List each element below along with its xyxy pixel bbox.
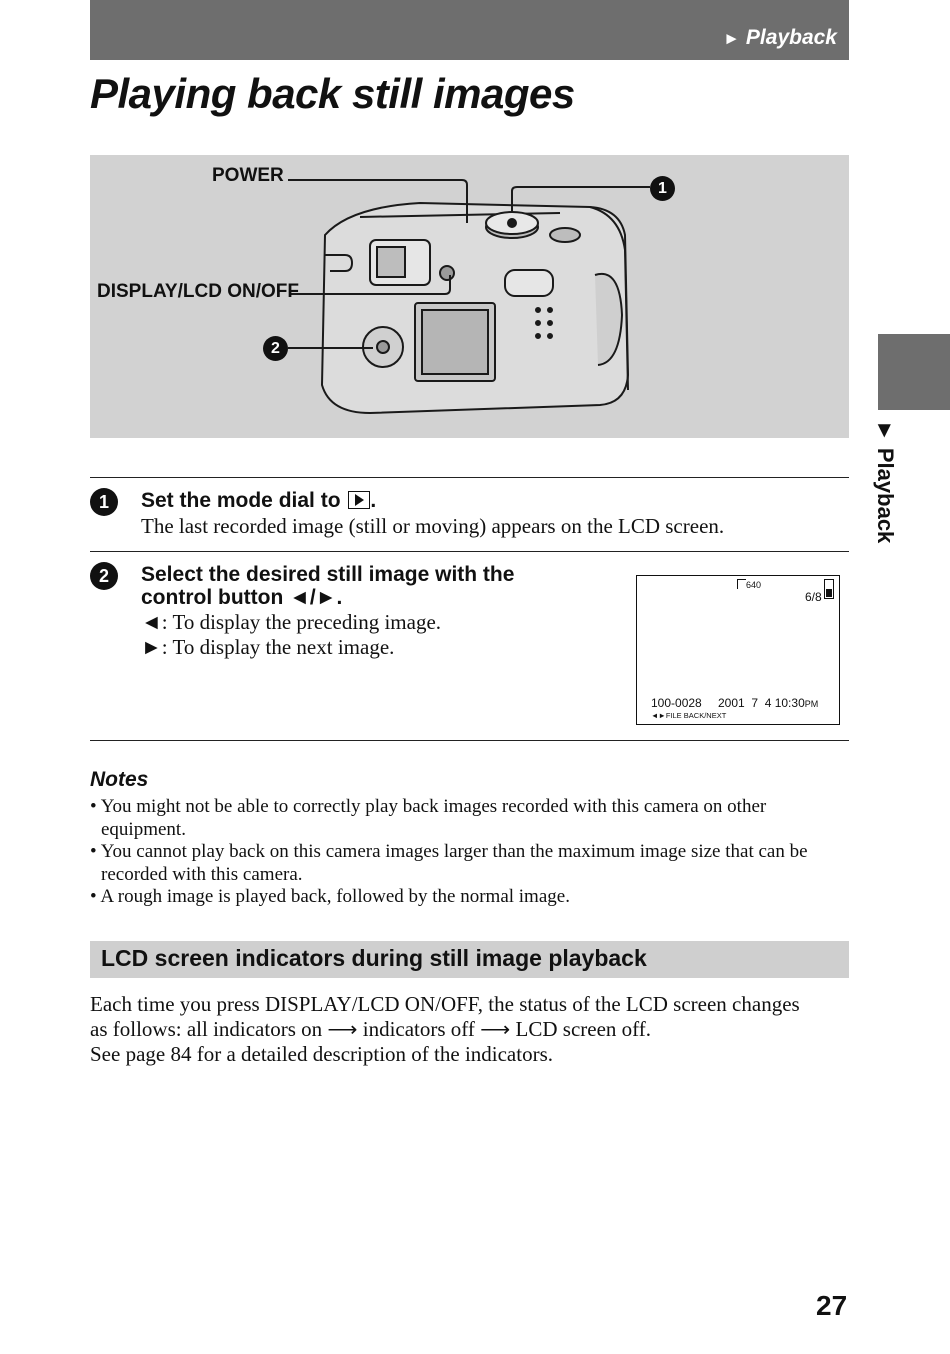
play-triangle-icon: ►: [723, 29, 740, 48]
section-paragraph: Each time you press DISPLAY/LCD ON/OFF, the status of the LCD screen changes as follows: all indicators on ⟶ indicators off ⟶ LCD screen off. See page 84 for a detailed description of the indicators.: [90, 992, 800, 1066]
file-nav-hint: ◄►FILE BACK/NEXT: [651, 711, 727, 720]
image-size-indicator: 640: [737, 579, 761, 590]
side-tab-block: [878, 334, 950, 410]
notes-title: Notes: [90, 768, 149, 791]
notes-list: [90, 796, 850, 909]
battery-icon: [824, 579, 834, 599]
note-item: • You might not be able to correctly play back images recorded with this camera on other equipment.: [90, 796, 767, 840]
image-count: 6/8: [805, 590, 822, 604]
step-2-heading: Select the desired still image with the control button ◄/►.: [141, 563, 515, 609]
page-title: Playing back still images: [90, 70, 575, 117]
divider: [90, 740, 849, 741]
note-item: • A rough image is played back, followed by the normal image.: [90, 886, 570, 907]
step-2-body: [141, 610, 441, 660]
step-2-badge: 2: [90, 562, 118, 590]
step-1-body: The last recorded image (still or moving) appears on the LCD screen.: [141, 514, 725, 538]
divider: [90, 477, 849, 478]
recording-date: 2001 7 4 10:30PM: [718, 696, 819, 710]
step-2-line-prev: ◄: To display the preceding image.: [141, 610, 442, 634]
arrow-right-icon: ⟶: [480, 1017, 511, 1041]
note-item: • You cannot play back on this camera images larger than the maximum image size that can be recorded with this camera.: [90, 841, 808, 885]
callout-2-badge: 2: [263, 336, 288, 361]
file-number: 100-0028: [651, 696, 702, 710]
playback-mode-icon: [348, 491, 370, 509]
header-band: [90, 0, 849, 60]
step-1-badge: 1: [90, 488, 118, 516]
arrow-right-icon: ⟶: [327, 1017, 358, 1041]
power-label: POWER: [212, 165, 284, 186]
display-lcd-label: DISPLAY/LCD ON/OFF: [97, 281, 299, 302]
header-section-label: ► Playback: [723, 26, 837, 49]
lcd-screen-illustration: [636, 575, 840, 725]
section-title: LCD screen indicators during still image playback: [101, 945, 647, 971]
divider: [90, 551, 849, 552]
step-1-heading: Set the mode dial to .: [141, 489, 377, 512]
page-number: 27: [816, 1290, 848, 1321]
image-size-icon: [737, 579, 746, 589]
step-2-line-next: ►: To display the next image.: [141, 635, 395, 659]
camera-illustration-panel: [90, 155, 849, 438]
side-tab-label: ► Playback: [873, 420, 898, 544]
callout-1-badge: 1: [650, 176, 675, 201]
